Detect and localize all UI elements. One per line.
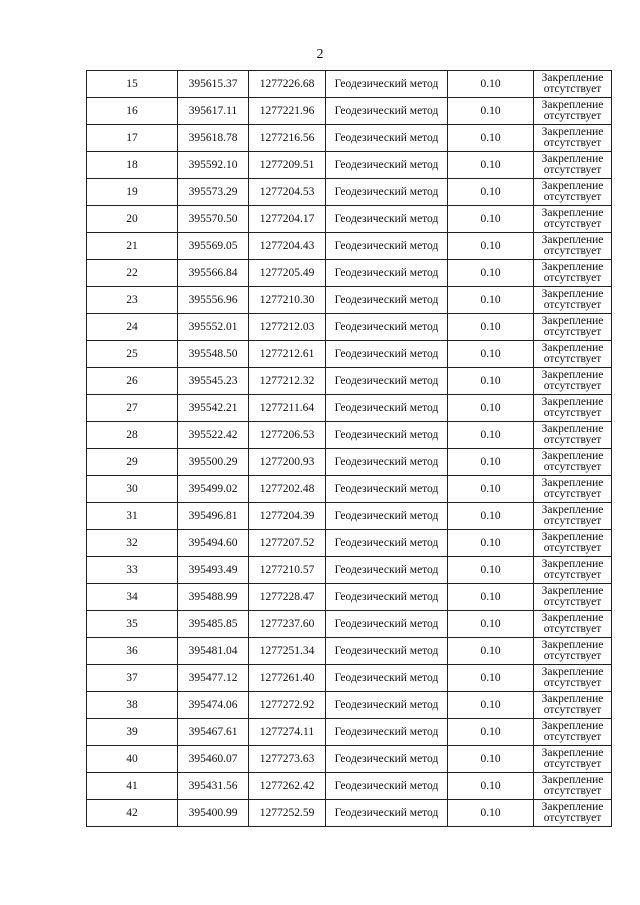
fixing-label: Закрепление	[541, 342, 604, 354]
accuracy-cell: 0.10	[448, 422, 534, 449]
point-number-cell: 41	[87, 773, 178, 800]
fixing-label: Закрепление	[541, 369, 604, 381]
y-coordinate-cell: 1277216.56	[249, 125, 326, 152]
method-cell: Геодезический метод	[326, 449, 448, 476]
accuracy-cell: 0.10	[448, 98, 534, 125]
y-coordinate-cell: 1277204.39	[249, 503, 326, 530]
fixing-label: Закрепление	[541, 207, 604, 219]
fixing-cell	[534, 611, 612, 638]
point-number-cell: 36	[87, 638, 178, 665]
accuracy-cell: 0.10	[448, 557, 534, 584]
point-number-cell: 32	[87, 530, 178, 557]
y-coordinate-cell: 1277211.64	[249, 395, 326, 422]
fixing-status: отсутствует	[543, 110, 602, 122]
accuracy-cell: 0.10	[448, 638, 534, 665]
fixing-label: Закрепление	[541, 396, 604, 408]
table-row	[87, 260, 612, 287]
y-coordinate-cell: 1277272.92	[249, 692, 326, 719]
fixing-label: Закрепление	[541, 801, 604, 813]
accuracy-cell: 0.10	[448, 233, 534, 260]
table-row	[87, 395, 612, 422]
x-coordinate-cell: 395431.56	[178, 773, 249, 800]
x-coordinate-cell: 395570.50	[178, 206, 249, 233]
y-coordinate-cell: 1277228.47	[249, 584, 326, 611]
accuracy-cell: 0.10	[448, 449, 534, 476]
x-coordinate-cell: 395617.11	[178, 98, 249, 125]
table-row	[87, 422, 612, 449]
fixing-label: Закрепление	[541, 666, 604, 678]
accuracy-cell: 0.10	[448, 314, 534, 341]
method-cell: Геодезический метод	[326, 692, 448, 719]
y-coordinate-cell: 1277210.57	[249, 557, 326, 584]
method-cell: Геодезический метод	[326, 395, 448, 422]
method-cell: Геодезический метод	[326, 800, 448, 827]
table-row	[87, 530, 612, 557]
point-number-cell: 29	[87, 449, 178, 476]
accuracy-cell: 0.10	[448, 530, 534, 557]
point-number-cell: 22	[87, 260, 178, 287]
y-coordinate-cell: 1277212.32	[249, 368, 326, 395]
method-cell: Геодезический метод	[326, 260, 448, 287]
fixing-cell	[534, 98, 612, 125]
x-coordinate-cell: 395481.04	[178, 638, 249, 665]
fixing-status: отсутствует	[543, 677, 602, 689]
table-row	[87, 692, 612, 719]
fixing-label: Закрепление	[541, 612, 604, 624]
fixing-cell	[534, 746, 612, 773]
accuracy-cell: 0.10	[448, 206, 534, 233]
table-row	[87, 800, 612, 827]
fixing-label: Закрепление	[541, 720, 604, 732]
x-coordinate-cell: 395496.81	[178, 503, 249, 530]
method-cell: Геодезический метод	[326, 125, 448, 152]
fixing-status: отсутствует	[543, 164, 602, 176]
fixing-cell	[534, 341, 612, 368]
y-coordinate-cell: 1277221.96	[249, 98, 326, 125]
y-coordinate-cell: 1277209.51	[249, 152, 326, 179]
fixing-status: отсутствует	[543, 245, 602, 257]
x-coordinate-cell: 395494.60	[178, 530, 249, 557]
accuracy-cell: 0.10	[448, 395, 534, 422]
point-number-cell: 21	[87, 233, 178, 260]
y-coordinate-cell: 1277207.52	[249, 530, 326, 557]
fixing-status: отсутствует	[543, 137, 602, 149]
x-coordinate-cell: 395573.29	[178, 179, 249, 206]
point-number-cell: 23	[87, 287, 178, 314]
point-number-cell: 17	[87, 125, 178, 152]
accuracy-cell: 0.10	[448, 746, 534, 773]
fixing-status: отсутствует	[543, 272, 602, 284]
fixing-label: Закрепление	[541, 477, 604, 489]
point-number-cell: 39	[87, 719, 178, 746]
fixing-cell	[534, 71, 612, 98]
table-row	[87, 557, 612, 584]
fixing-label: Закрепление	[541, 504, 604, 516]
point-number-cell: 28	[87, 422, 178, 449]
fixing-status: отсутствует	[543, 83, 602, 95]
table-row	[87, 584, 612, 611]
x-coordinate-cell: 395522.42	[178, 422, 249, 449]
table-row	[87, 206, 612, 233]
accuracy-cell: 0.10	[448, 341, 534, 368]
table-row	[87, 98, 612, 125]
fixing-cell	[534, 152, 612, 179]
y-coordinate-cell: 1277200.93	[249, 449, 326, 476]
fixing-cell	[534, 125, 612, 152]
fixing-status: отсутствует	[543, 191, 602, 203]
method-cell: Геодезический метод	[326, 233, 448, 260]
x-coordinate-cell: 395552.01	[178, 314, 249, 341]
fixing-cell	[534, 449, 612, 476]
method-cell: Геодезический метод	[326, 476, 448, 503]
point-number-cell: 40	[87, 746, 178, 773]
fixing-label: Закрепление	[541, 153, 604, 165]
table-row	[87, 71, 612, 98]
fixing-label: Закрепление	[541, 288, 604, 300]
y-coordinate-cell: 1277210.30	[249, 287, 326, 314]
page-number: 2	[316, 47, 324, 62]
method-cell: Геодезический метод	[326, 746, 448, 773]
fixing-label: Закрепление	[541, 450, 604, 462]
x-coordinate-cell: 395542.21	[178, 395, 249, 422]
x-coordinate-cell: 395566.84	[178, 260, 249, 287]
fixing-cell	[534, 206, 612, 233]
accuracy-cell: 0.10	[448, 287, 534, 314]
fixing-cell	[534, 773, 612, 800]
x-coordinate-cell: 395548.50	[178, 341, 249, 368]
point-number-cell: 24	[87, 314, 178, 341]
fixing-cell	[534, 314, 612, 341]
fixing-cell	[534, 800, 612, 827]
x-coordinate-cell: 395485.85	[178, 611, 249, 638]
fixing-cell	[534, 395, 612, 422]
accuracy-cell: 0.10	[448, 692, 534, 719]
fixing-status: отсутствует	[543, 731, 602, 743]
y-coordinate-cell: 1277273.63	[249, 746, 326, 773]
fixing-cell	[534, 368, 612, 395]
fixing-label: Закрепление	[541, 423, 604, 435]
fixing-label: Закрепление	[541, 585, 604, 597]
y-coordinate-cell: 1277204.17	[249, 206, 326, 233]
method-cell: Геодезический метод	[326, 557, 448, 584]
accuracy-cell: 0.10	[448, 125, 534, 152]
method-cell: Геодезический метод	[326, 530, 448, 557]
method-cell: Геодезический метод	[326, 665, 448, 692]
fixing-cell	[534, 179, 612, 206]
y-coordinate-cell: 1277204.53	[249, 179, 326, 206]
x-coordinate-cell: 395569.05	[178, 233, 249, 260]
table-row	[87, 719, 612, 746]
method-cell: Геодезический метод	[326, 71, 448, 98]
method-cell: Геодезический метод	[326, 773, 448, 800]
accuracy-cell: 0.10	[448, 503, 534, 530]
fixing-cell	[534, 665, 612, 692]
y-coordinate-cell: 1277212.61	[249, 341, 326, 368]
y-coordinate-cell: 1277226.68	[249, 71, 326, 98]
fixing-label: Закрепление	[541, 774, 604, 786]
fixing-status: отсутствует	[543, 488, 602, 500]
fixing-status: отсутствует	[543, 407, 602, 419]
fixing-label: Закрепление	[541, 693, 604, 705]
point-number-cell: 38	[87, 692, 178, 719]
table-row	[87, 476, 612, 503]
point-number-cell: 25	[87, 341, 178, 368]
fixing-status: отсутствует	[543, 299, 602, 311]
fixing-status: отсутствует	[543, 623, 602, 635]
accuracy-cell: 0.10	[448, 71, 534, 98]
method-cell: Геодезический метод	[326, 98, 448, 125]
y-coordinate-cell: 1277206.53	[249, 422, 326, 449]
fixing-status: отсутствует	[543, 353, 602, 365]
point-number-cell: 35	[87, 611, 178, 638]
method-cell: Геодезический метод	[326, 611, 448, 638]
method-cell: Геодезический метод	[326, 422, 448, 449]
fixing-cell	[534, 476, 612, 503]
y-coordinate-cell: 1277274.11	[249, 719, 326, 746]
point-number-cell: 26	[87, 368, 178, 395]
accuracy-cell: 0.10	[448, 719, 534, 746]
table-row	[87, 125, 612, 152]
fixing-status: отсутствует	[543, 758, 602, 770]
fixing-cell	[534, 287, 612, 314]
accuracy-cell: 0.10	[448, 584, 534, 611]
method-cell: Геодезический метод	[326, 152, 448, 179]
y-coordinate-cell: 1277252.59	[249, 800, 326, 827]
x-coordinate-cell: 395615.37	[178, 71, 249, 98]
y-coordinate-cell: 1277212.03	[249, 314, 326, 341]
fixing-label: Закрепление	[541, 261, 604, 273]
fixing-cell	[534, 584, 612, 611]
accuracy-cell: 0.10	[448, 152, 534, 179]
table-row	[87, 665, 612, 692]
x-coordinate-cell: 395460.07	[178, 746, 249, 773]
table-row	[87, 368, 612, 395]
accuracy-cell: 0.10	[448, 773, 534, 800]
fixing-label: Закрепление	[541, 99, 604, 111]
point-number-cell: 20	[87, 206, 178, 233]
fixing-cell	[534, 503, 612, 530]
table-row	[87, 341, 612, 368]
method-cell: Геодезический метод	[326, 638, 448, 665]
y-coordinate-cell: 1277205.49	[249, 260, 326, 287]
y-coordinate-cell: 1277237.60	[249, 611, 326, 638]
point-number-cell: 37	[87, 665, 178, 692]
table-row	[87, 233, 612, 260]
fixing-cell	[534, 260, 612, 287]
fixing-label: Закрепление	[541, 72, 604, 84]
x-coordinate-cell: 395545.23	[178, 368, 249, 395]
fixing-status: отсутствует	[543, 461, 602, 473]
accuracy-cell: 0.10	[448, 476, 534, 503]
x-coordinate-cell: 395400.99	[178, 800, 249, 827]
table-row	[87, 638, 612, 665]
fixing-status: отсутствует	[543, 542, 602, 554]
fixing-status: отсутствует	[543, 704, 602, 716]
fixing-status: отсутствует	[543, 650, 602, 662]
fixing-status: отсутствует	[543, 785, 602, 797]
fixing-status: отсутствует	[543, 326, 602, 338]
x-coordinate-cell: 395467.61	[178, 719, 249, 746]
point-number-cell: 31	[87, 503, 178, 530]
table-row	[87, 611, 612, 638]
y-coordinate-cell: 1277261.40	[249, 665, 326, 692]
method-cell: Геодезический метод	[326, 719, 448, 746]
y-coordinate-cell: 1277251.34	[249, 638, 326, 665]
fixing-cell	[534, 530, 612, 557]
y-coordinate-cell: 1277202.48	[249, 476, 326, 503]
fixing-status: отсутствует	[543, 596, 602, 608]
accuracy-cell: 0.10	[448, 179, 534, 206]
fixing-label: Закрепление	[541, 747, 604, 759]
accuracy-cell: 0.10	[448, 665, 534, 692]
x-coordinate-cell: 395500.29	[178, 449, 249, 476]
point-number-cell: 34	[87, 584, 178, 611]
fixing-status: отсутствует	[543, 812, 602, 824]
coordinates-table-body	[87, 71, 612, 827]
point-number-cell: 42	[87, 800, 178, 827]
fixing-status: отсутствует	[543, 218, 602, 230]
x-coordinate-cell: 395499.02	[178, 476, 249, 503]
accuracy-cell: 0.10	[448, 611, 534, 638]
table-row	[87, 773, 612, 800]
fixing-status: отсутствует	[543, 569, 602, 581]
fixing-label: Закрепление	[541, 639, 604, 651]
x-coordinate-cell: 395618.78	[178, 125, 249, 152]
point-number-cell: 27	[87, 395, 178, 422]
fixing-status: отсутствует	[543, 515, 602, 527]
fixing-cell	[534, 233, 612, 260]
method-cell: Геодезический метод	[326, 503, 448, 530]
accuracy-cell: 0.10	[448, 260, 534, 287]
table-row	[87, 503, 612, 530]
table-row	[87, 746, 612, 773]
fixing-label: Закрепление	[541, 315, 604, 327]
table-row	[87, 314, 612, 341]
x-coordinate-cell: 395477.12	[178, 665, 249, 692]
method-cell: Геодезический метод	[326, 287, 448, 314]
y-coordinate-cell: 1277204.43	[249, 233, 326, 260]
fixing-status: отсутствует	[543, 380, 602, 392]
fixing-cell	[534, 422, 612, 449]
point-number-cell: 16	[87, 98, 178, 125]
point-number-cell: 19	[87, 179, 178, 206]
point-number-cell: 15	[87, 71, 178, 98]
fixing-cell	[534, 557, 612, 584]
table-row	[87, 449, 612, 476]
y-coordinate-cell: 1277262.42	[249, 773, 326, 800]
point-number-cell: 18	[87, 152, 178, 179]
table-row	[87, 287, 612, 314]
fixing-label: Закрепление	[541, 180, 604, 192]
fixing-status: отсутствует	[543, 434, 602, 446]
method-cell: Геодезический метод	[326, 314, 448, 341]
point-number-cell: 33	[87, 557, 178, 584]
fixing-label: Закрепление	[541, 234, 604, 246]
fixing-label: Закрепление	[541, 126, 604, 138]
method-cell: Геодезический метод	[326, 179, 448, 206]
fixing-label: Закрепление	[541, 558, 604, 570]
x-coordinate-cell: 395556.96	[178, 287, 249, 314]
table-row	[87, 152, 612, 179]
fixing-cell	[534, 638, 612, 665]
fixing-cell	[534, 719, 612, 746]
method-cell: Геодезический метод	[326, 341, 448, 368]
x-coordinate-cell: 395474.06	[178, 692, 249, 719]
point-number-cell: 30	[87, 476, 178, 503]
accuracy-cell: 0.10	[448, 368, 534, 395]
fixing-cell	[534, 692, 612, 719]
method-cell: Геодезический метод	[326, 206, 448, 233]
x-coordinate-cell: 395488.99	[178, 584, 249, 611]
method-cell: Геодезический метод	[326, 368, 448, 395]
fixing-label: Закрепление	[541, 531, 604, 543]
accuracy-cell: 0.10	[448, 800, 534, 827]
x-coordinate-cell: 395592.10	[178, 152, 249, 179]
coordinates-table	[86, 70, 612, 827]
method-cell: Геодезический метод	[326, 584, 448, 611]
table-row	[87, 179, 612, 206]
x-coordinate-cell: 395493.49	[178, 557, 249, 584]
